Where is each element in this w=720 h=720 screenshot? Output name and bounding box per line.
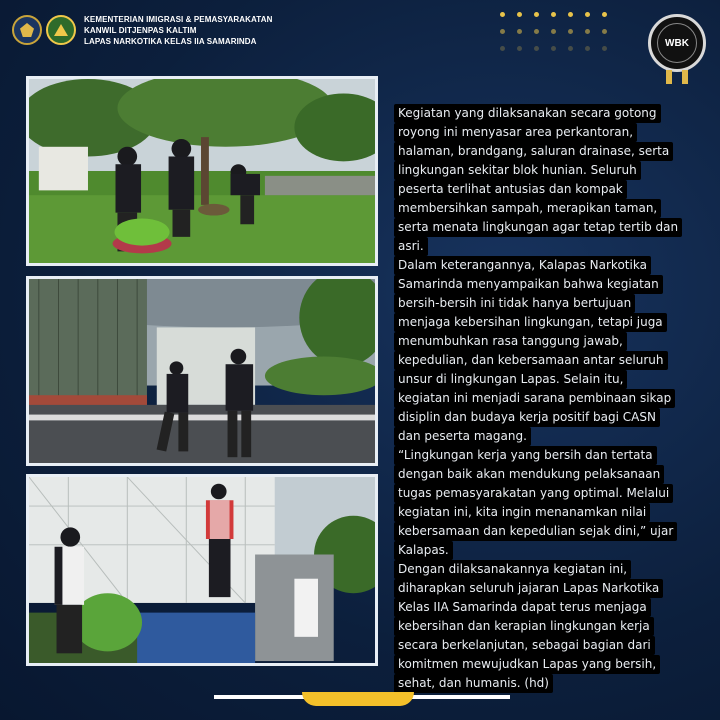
article-line: lingkungan sekitar blok hunian. Seluruh [394,161,641,180]
article-line: tugas pemasyarakatan yang optimal. Melalui [394,484,673,503]
article-line: menumbuhkan rasa tanggung jawab, [394,332,627,351]
garden-cleanup-photo [26,76,378,266]
article-line: halaman, brandgang, saluran drainase, serta [394,142,673,161]
dot-icon [500,46,505,51]
dot-icon [585,29,590,34]
article-line: sehat, dan humanis. (hd) [394,674,553,693]
article-line: diharapkan seluruh jajaran Lapas Narkotika [394,579,663,598]
article-line: royong ini menyasar area perkantoran, [394,123,637,142]
article-line: kepedulian, dan kebersamaan antar seluruh [394,351,668,370]
article-line: disiplin dan budaya kerja positif bagi CASN [394,408,660,427]
dot-icon [551,29,556,34]
dot-icon [534,46,539,51]
dot-icon [534,12,539,17]
header-line-ministry: KEMENTERIAN IMIGRASI & PEMASYARAKATAN [84,14,273,24]
article-line: kebersamaan dan kepedulian sejak dini,” ujar [394,522,677,541]
dot-icon [500,12,505,17]
dot-icon [585,46,590,51]
dot-icon [602,29,607,34]
dot-icon [551,46,556,51]
article-line: asri. [394,237,428,256]
article-line: Kegiatan yang dilaksanakan secara gotong [394,104,661,123]
dot-icon [568,46,573,51]
dot-icon [551,12,556,17]
header [12,12,272,48]
yard-walk-photo [26,276,378,466]
bottom-accent-tab [302,692,414,706]
article-line: peserta terlihat antusias dan kompak [394,180,627,199]
article-line: dengan baik akan mendukung pelaksanaan [394,465,664,484]
dot-icon [517,12,522,17]
article-line: secara berkelanjutan, sebagai bagian dari [394,636,655,655]
dot-icon [534,29,539,34]
badge-ribbon-right [682,70,688,84]
article-line: Kelas IIA Samarinda dapat terus menjaga [394,598,651,617]
dot-icon [517,29,522,34]
imigrasi-emblem-icon [46,15,76,45]
article-line: Dengan dilaksanakannya kegiatan ini, [394,560,631,579]
article-line: menjaga kebersihan lingkungan, tetapi juga [394,313,667,332]
article-line: membersihkan sampah, merapikan taman, [394,199,661,218]
article-line: kegiatan ini, kita ingin menanamkan nilai [394,503,650,522]
badge-ribbon-left [666,70,672,84]
article-text [394,104,704,693]
article-line: Samarinda menyampaikan bahwa kegiatan [394,275,663,294]
dot-icon [602,12,607,17]
dot-icon [500,29,505,34]
header-line-lapas: LAPAS NARKOTIKA KELAS IIA SAMARINDA [84,36,257,46]
greenhouse-cleanup-photo [26,474,378,666]
article-line: unsur di lingkungan Lapas. Selain itu, [394,370,627,389]
garuda-emblem-icon [12,15,42,45]
wbk-badge-icon [648,14,706,72]
article-line: kebersihan dan kerapian lingkungan kerja [394,617,654,636]
article-line: bersih-bersih ini tidak hanya bertujuan [394,294,635,313]
dot-icon [517,46,522,51]
dot-icon [568,12,573,17]
dot-icon [585,12,590,17]
header-line-kanwil: KANWIL DITJENPAS KALTIM [84,25,197,35]
article-line: Kalapas. [394,541,453,560]
decorative-dots [500,12,610,62]
article-line: kegiatan ini menjadi sarana pembinaan sikap [394,389,675,408]
dot-icon [602,46,607,51]
article-line: komitmen mewujudkan Lapas yang bersih, [394,655,660,674]
article-line: “Lingkungan kerja yang bersih dan tertata [394,446,657,465]
article-line: Dalam keterangannya, Kalapas Narkotika [394,256,651,275]
article-line: dan peserta magang. [394,427,531,446]
badge-text: WBK [657,23,697,63]
article-line: serta menata lingkungan agar tetap tertib dan [394,218,682,237]
header-text [84,14,272,47]
dot-icon [568,29,573,34]
